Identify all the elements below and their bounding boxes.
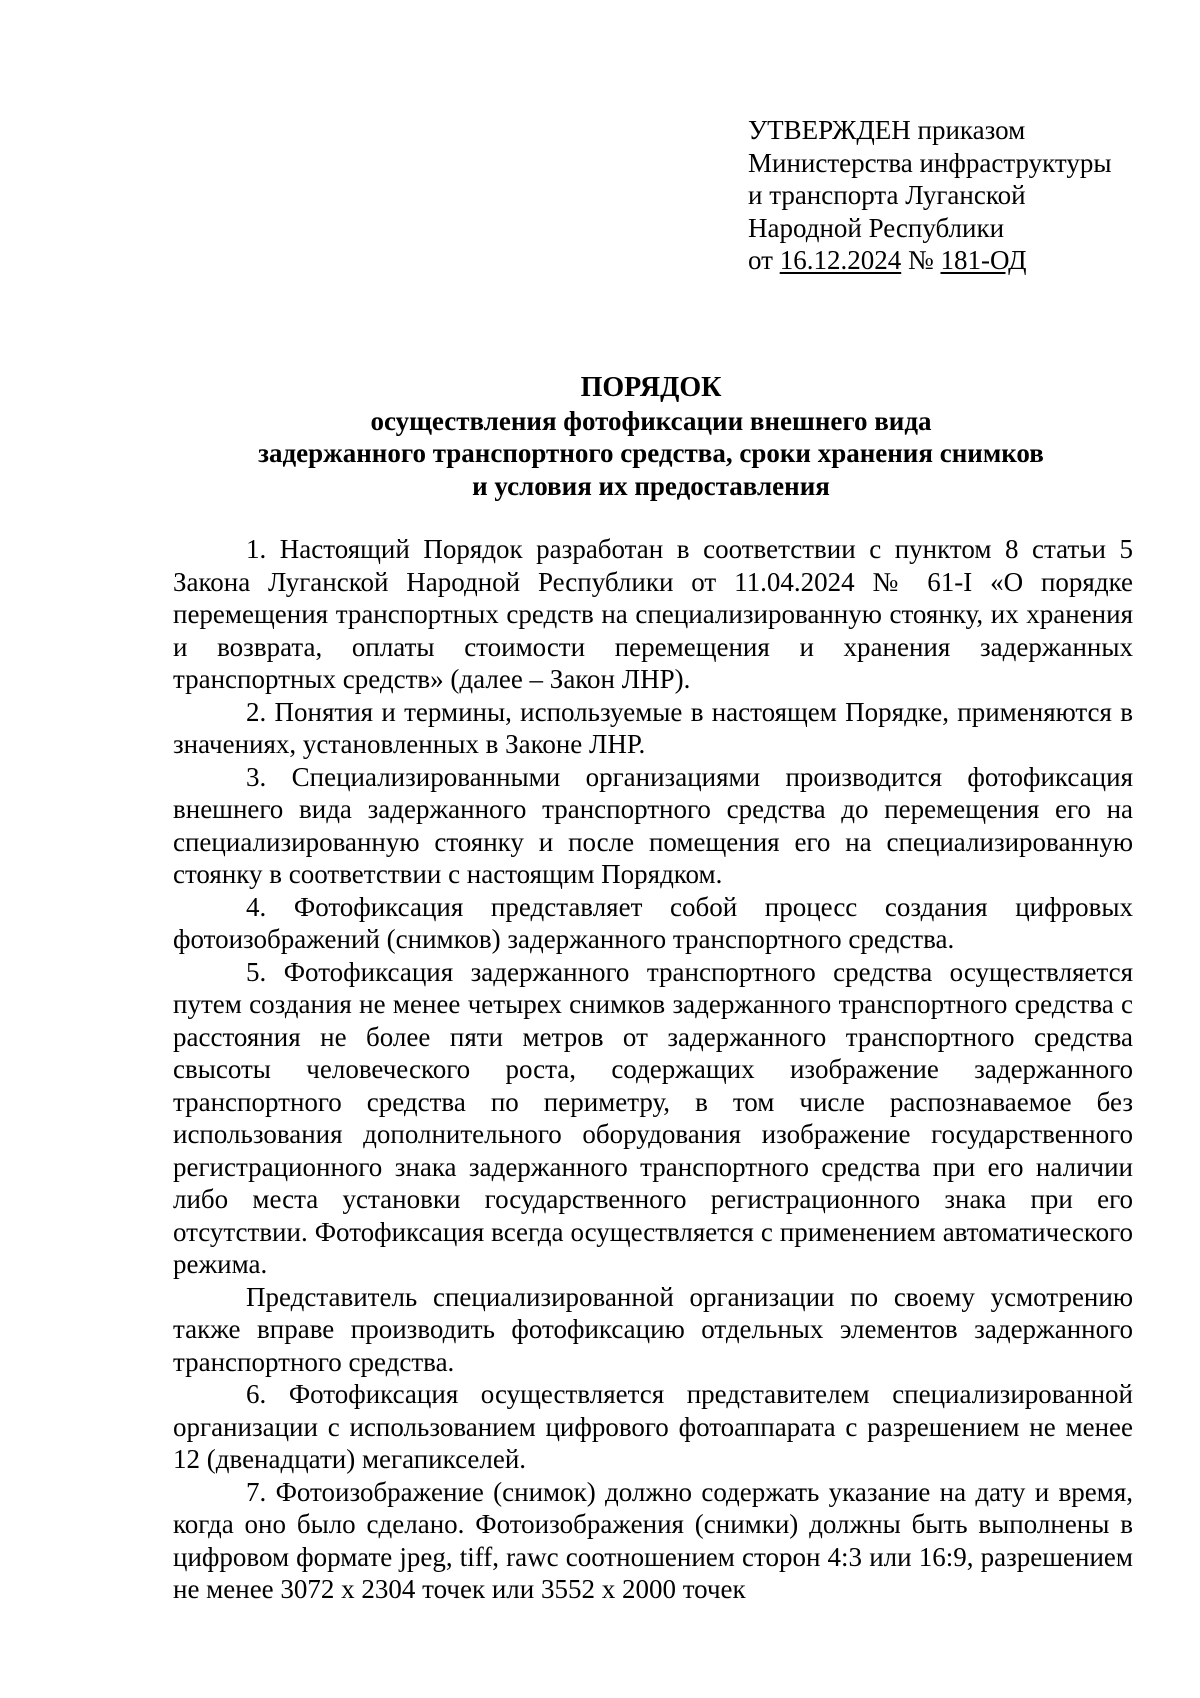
paragraph-2: 2. Понятия и термины, используемые в настоящем Порядке, применяются в значениях, установленных в Законе ЛНР. xyxy=(173,696,1133,759)
paragraph-3: 3. Специализированными организациями производится фотофиксация внешнего вида задержанного транспортного средства до перемещения его на специализированную стоянку и после помещения его на специализированную стоянку в соответствии с настоящим Порядком. xyxy=(173,761,1133,889)
paragraph-4: 4. Фотофиксация представляет собой процесс создания цифровых фотоизображений (снимков) задержанного транспортного средства. xyxy=(173,891,1133,954)
approval-line-3: и транспорта Луганской xyxy=(748,180,1026,210)
paragraph-5: 5. Фотофиксация задержанного транспортного средства осуществляется путем создания не менее четырех снимков задержанного транспортного средства с расстояния не более пяти метров от задержанного транспортного средства свысоты человеческого роста, содержащих изображение задержанного транспортного средства по периметру, в том числе распознаваемое без использования дополнительного оборудования изображение государственного регистрационного знака задержанного транспортного средства при его наличии либо места установки государственного регистрационного знака при его отсутствии. Фотофиксация всегда осуществляется с применением автоматического режима. xyxy=(173,956,1133,1279)
title-main: ПОРЯДОК xyxy=(580,372,722,403)
approval-date-line xyxy=(748,244,1168,277)
approval-line-2: Министерства инфраструктуры xyxy=(748,147,1112,178)
approval-line-4: Народной Республики xyxy=(748,212,1005,243)
approval-date: 16.12.2024 xyxy=(779,245,902,275)
paragraph-7: 7. Фотоизображение (снимок) должно содержать указание на дату и время, когда оно было сделано. Фотоизображения (снимки) должны быть выполнены в цифровом формате jpeg, tiff, rawс соотношением сторон 4:3 или 16:9, разрешением не менее 3072 х 2304 точек или 3552 х 2000 точек xyxy=(173,1476,1133,1604)
approval-date-prefix: от xyxy=(748,245,780,275)
approval-line-1: УТВЕРЖДЕН приказом xyxy=(748,115,1026,145)
approval-number: 181-ОД xyxy=(940,245,1027,275)
title-line-1: осуществления фотофиксации внешнего вида xyxy=(370,405,932,436)
paragraph-6: 6. Фотофиксация осуществляется представителем специализированной организации с использованием цифрового фотоаппарата с разрешением не менее 12 (двенадцати) мегапикселей. xyxy=(173,1379,1133,1474)
paragraph-1: 1. Настоящий Порядок разработан в соответствии с пунктом 8 статьи 5 Закона Луганской Народной Республики от 11.04.2024 № 61-I «О порядке перемещения транспортных средств на специализированную стоянку, их хранения и возврата, оплаты стоимости перемещения и хранения задержанных транспортных средств» (далее – Закон ЛНР). xyxy=(173,534,1133,694)
approval-number-prefix: № xyxy=(901,245,941,275)
title-line-2: задержанного транспортного средства, сроки хранения снимков xyxy=(258,438,1044,468)
document-title xyxy=(170,372,1132,502)
paragraph-5-continuation: Представитель специализированной организации по своему усмотрению также вправе производить фотофиксацию отдельных элементов задержанного транспортного средства. xyxy=(173,1281,1133,1377)
document-body xyxy=(173,533,1133,1606)
title-line-3: и условия их предоставления xyxy=(472,470,830,501)
approval-stamp-block xyxy=(748,114,1168,277)
